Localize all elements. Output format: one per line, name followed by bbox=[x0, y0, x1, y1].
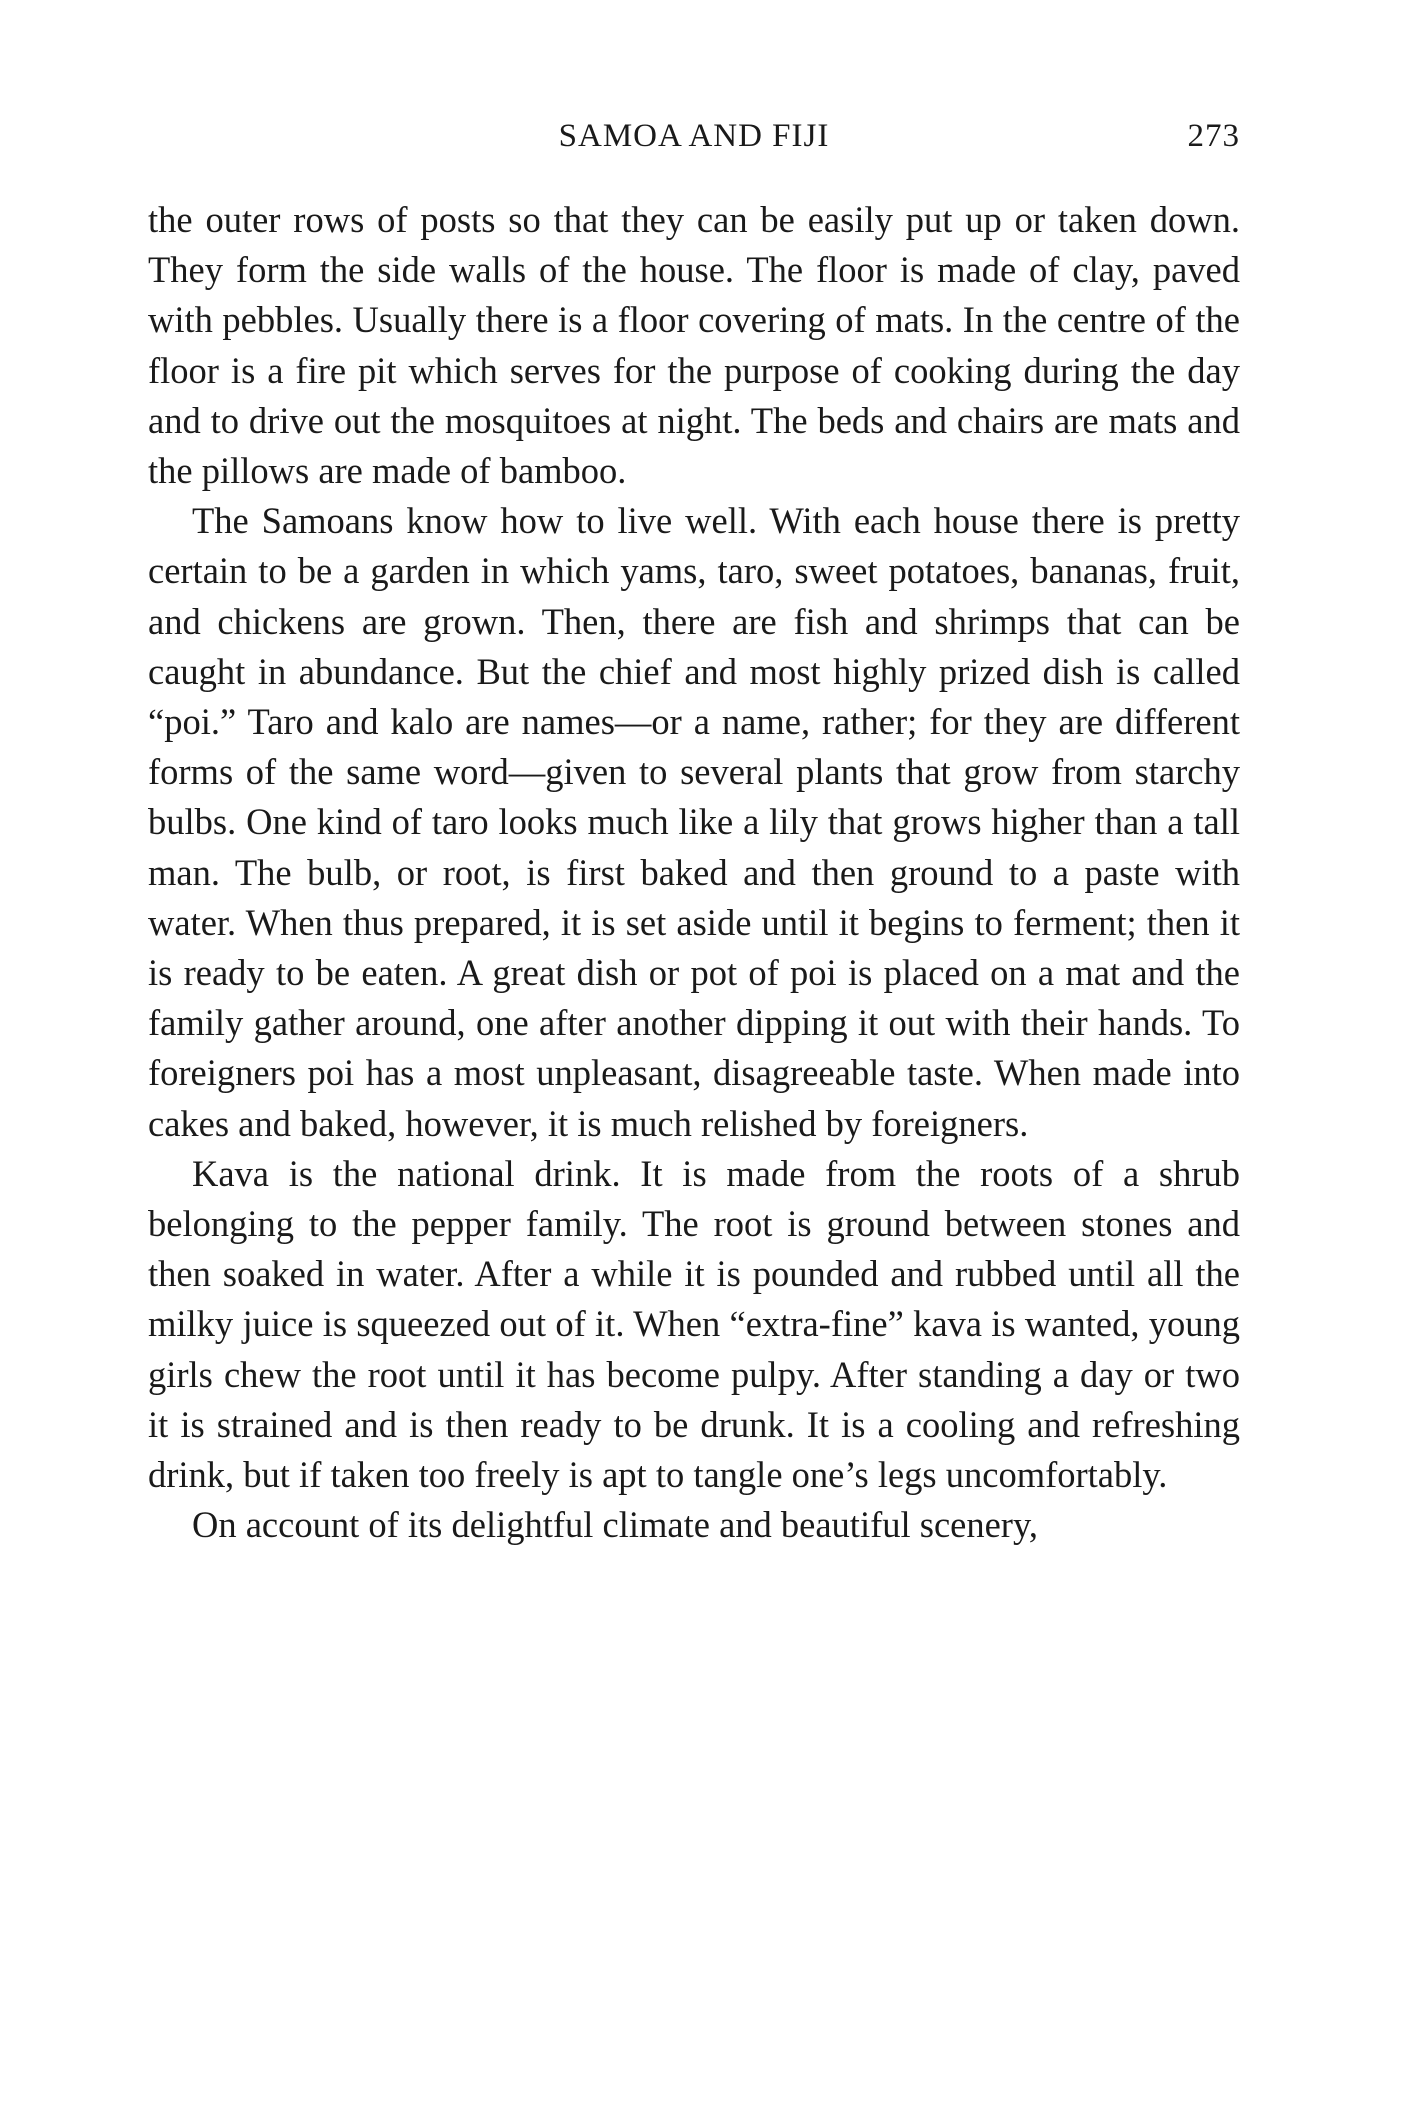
running-head bbox=[148, 118, 1240, 168]
paragraph-samoan-food: The Samoans know how to live well. With each house there is pretty certain to be a garden in which yams, taro, sweet potatoes, bananas, fruit, and chickens are grown. Then, there are fish and shrimps that can be caught in abundance. But the chief and most highly prized dish is called “poi.” Taro and kalo are names—or a name, rather; for they are different forms of the same word—given to several plants that grow from starchy bulbs. One kind of taro looks much like a lily that grows higher than a tall man. The bulb, or root, is first baked and then ground to a paste with water. When thus prepared, it is set aside until it begins to ferment; then it is ready to be eaten. A great dish or pot of poi is placed on a mat and the family gather around, one after another dipping it out with their hands. To foreigners poi has a most unpleasant, disagreeable taste. When made into cakes and baked, however, it is much relished by foreigners. bbox=[148, 500, 1240, 1144]
running-title: SAMOA AND FIJI bbox=[558, 118, 830, 154]
page-number: 273 bbox=[1187, 118, 1240, 154]
paragraph-kava: Kava is the national drink. It is made from the roots of a shrub belonging to the pepper family. The root is ground between stones and then soaked in water. After a while it is pounded and rubbed until all the milky juice is squeezed out of it. When “extra-fine” kava is wanted, young girls chew the root until it has become pulpy. After standing a day or two it is strained and is then ready to be drunk. It is a cooling and refreshing drink, but if taken too freely is apt to tangle one’s legs uncomfortably. bbox=[148, 1152, 1240, 1496]
body-text bbox=[148, 195, 1240, 1550]
paragraph-house-construction: the outer rows of posts so that they can be easily put up or taken down. They form the side walls of the house. The floor is made of clay, paved with pebbles. Usually there is a floor covering of mats. In the centre of the floor is a fire pit which serves for the purpose of cooking during the day and to drive out the mosquitoes at night. The beds and chairs are mats and the pillows are made of bamboo. bbox=[148, 199, 1240, 492]
paragraph-climate: On account of its delightful climate and beautiful scenery, bbox=[192, 1504, 1038, 1546]
